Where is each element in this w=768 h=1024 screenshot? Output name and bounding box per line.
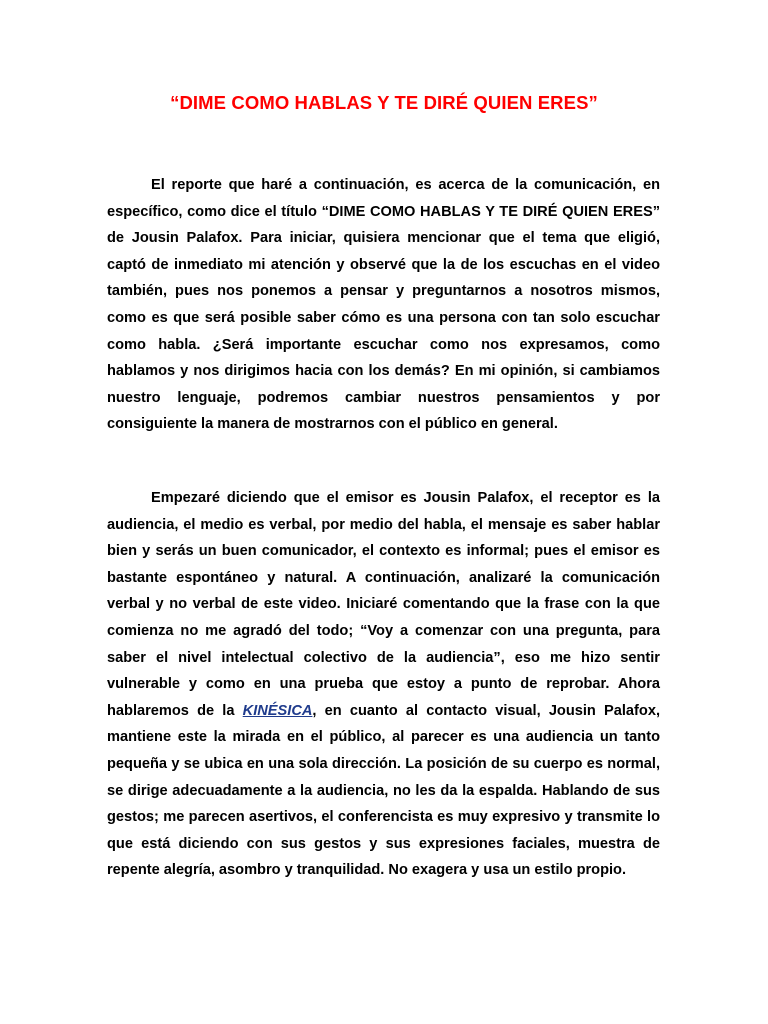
paragraph-analysis: [107, 485, 660, 884]
document-title: “DIME COMO HABLAS Y TE DIRÉ QUIEN ERES”: [170, 92, 598, 113]
kinesica-emphasis: KINÉSICA: [242, 702, 313, 719]
paragraph-analysis-text-after: , en cuanto al contacto visual, Jousin Palafox, mantiene este la mirada en el público, al parecer es una audiencia un tanto pequeña y se ubica en una sola dirección. La posición de su cuerpo es normal, se dirige adecuadamente a la audiencia, no les da la espalda. Hablando de sus gestos; me parecen asertivos, el conferencista es muy expresivo y transmite lo que está diciendo con sus gestos y sus expresiones faciales, muestra de repente alegría, asombro y tranquilidad. No exagera y usa un estilo propio.: [107, 702, 660, 879]
paragraph-analysis-text-before: Empezaré diciendo que el emisor es Jousin Palafox, el receptor es la audiencia, el medio es verbal, por medio del habla, el mensaje es saber hablar bien y serás un buen comunicador, el contexto es informal; pues el emisor es bastante espontáneo y natural. A continuación, analizaré la comunicación verbal y no verbal de este video. Iniciaré comentando que la frase con la que comienza no me agradó del todo; “Voy a comenzar con una pregunta, para saber el nivel intelectual colectivo de la audiencia”, eso me hizo sentir vulnerable y como en una prueba que estoy a punto de reprobar. Ahora hablaremos de la: [107, 490, 660, 719]
paragraph-introduction: El reporte que haré a continuación, es acerca de la comunicación, en específico, como dice el título “DIME COMO HABLAS Y TE DIRÉ QUIEN ERES” de Jousin Palafox. Para iniciar, quisiera mencionar que el tema que eligió, captó de inmediato mi atención y observé que la de los escuchas en el video también, pues nos ponemos a pensar y preguntarnos a nosotros mismos, como es que será posible saber cómo es una persona con tan solo escuchar como habla. ¿Será importante escuchar como nos expresamos, como hablamos y nos dirigimos hacia con los demás? En mi opinión, si cambiamos nuestro lenguaje, podremos cambiar nuestros pensamientos y por consiguiente la manera de mostrarnos con el público en general.: [107, 177, 660, 433]
